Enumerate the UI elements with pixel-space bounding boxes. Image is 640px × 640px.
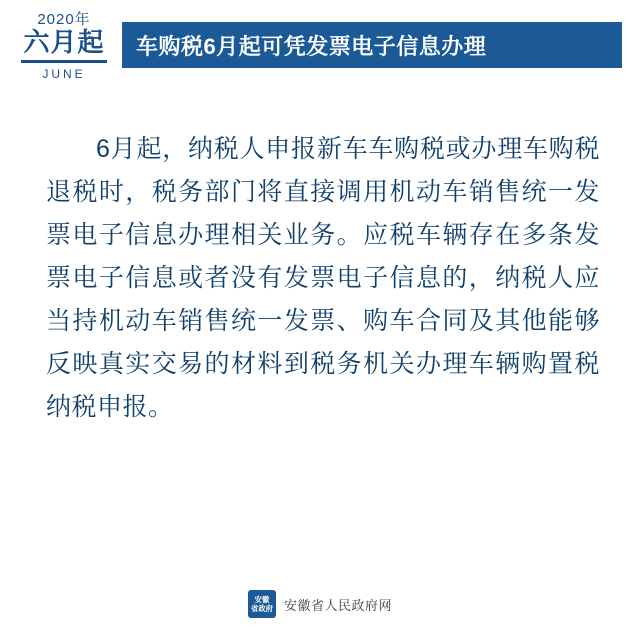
anhui-gov-logo-icon bbox=[248, 590, 276, 618]
logo-line-1: 安徽 bbox=[254, 595, 270, 604]
site-name: 安徽省人民政府网 bbox=[283, 597, 392, 613]
date-year: 2020年 bbox=[37, 10, 91, 28]
date-block bbox=[18, 10, 110, 81]
article-paragraph: 6月起，纳税人申报新车车购税或办理车购税退税时，税务部门将直接调用机动车销售统一发票电子信息办理相关业务。应税车辆存在多条发票电子信息或者没有发票电子信息的，纳税人应当持机动车销售统一发票、购车合同及其他能够反映真实交易的材料到税务机关办理车辆购置税纳税申报。 bbox=[46, 135, 600, 421]
date-month-english: JUNE bbox=[42, 66, 86, 81]
page-header bbox=[0, 0, 640, 81]
date-month: 六月起 bbox=[21, 28, 106, 62]
article-body bbox=[46, 128, 600, 429]
logo-line-2: 省政府 bbox=[250, 604, 274, 613]
page-footer bbox=[0, 590, 640, 618]
page-title: 车购税6月起可凭发票电子信息办理 bbox=[122, 22, 622, 68]
